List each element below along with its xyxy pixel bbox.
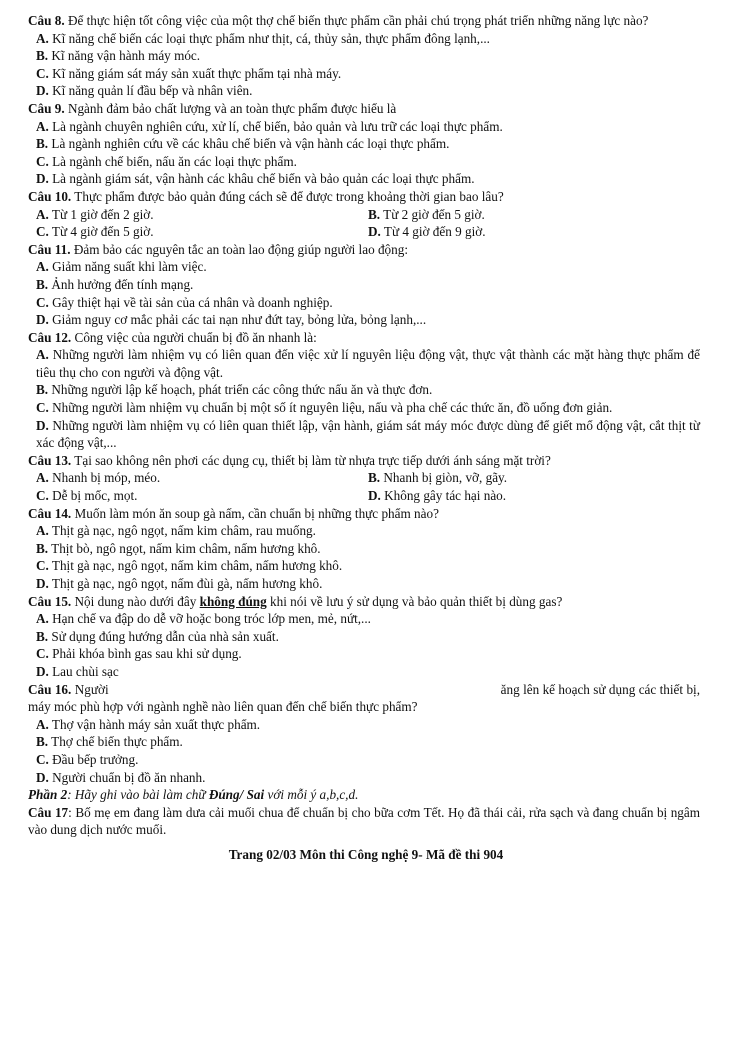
- option: B. Ảnh hưởng đến tính mạng.: [36, 276, 194, 292]
- option: C. Gây thiệt hại về tài sản của cá nhân và doanh nghiệp.: [36, 294, 333, 310]
- option: C. Phải khóa bình gas sau khi sử dụng.: [36, 646, 242, 662]
- option: D. Kĩ năng quản lí đầu bếp và nhân viên.: [36, 83, 253, 99]
- question-stem: Câu 14. Muốn làm món ăn soup gà nấm, cần chuẩn bị những thực phẩm nào?: [28, 505, 439, 521]
- question-stem: Câu 13. Tại sao không nên phơi các dụng cụ, thiết bị làm từ nhựa trực tiếp dưới ánh sáng mặt trời?: [28, 452, 551, 468]
- option: D. Không gây tác hại nào.: [368, 488, 507, 504]
- question-stem: Câu 11. Đảm bảo các nguyên tắc an toàn lao động giúp người lao động:: [28, 241, 409, 257]
- option: A. Thợ vận hành máy sản xuất thực phẩm.: [36, 716, 261, 732]
- option: D. Thịt gà nạc, ngô ngọt, nấm đùi gà, nấm hương khô.: [36, 576, 323, 591]
- question-block: [28, 100, 700, 188]
- question-number: Câu 8.: [28, 13, 65, 28]
- question-number: Câu 11.: [28, 241, 71, 257]
- option: B. Kĩ năng vận hành máy móc.: [36, 48, 201, 64]
- option: A. Từ 1 giờ đến 2 giờ.: [36, 206, 154, 222]
- option: C. Từ 4 giờ đến 5 giờ.: [36, 224, 154, 240]
- option: C. Những người làm nhiệm vụ chuẩn bị một số ít nguyên liệu, nấu và pha chế các thức ăn, đồ uống đơn giản.: [36, 400, 613, 416]
- option: C. Thịt gà nạc, ngô ngọt, nấm kim châm, nấm hương khô.: [36, 558, 343, 574]
- question-stem: Câu 9. Ngành đảm bảo chất lượng và an toàn thực phẩm được hiểu là: [28, 100, 397, 116]
- question-number: Câu 17: [28, 804, 69, 820]
- part-2-heading: Phần 2: Hãy ghi vào bài làm chữ Đúng/ Sai với mỗi ý a,b,c,d.: [28, 787, 359, 803]
- option: C. Đầu bếp trưởng.: [36, 751, 139, 767]
- question-block: [28, 12, 700, 100]
- option: A. Những người làm nhiệm vụ có liên quan đến việc xử lí nguyên liệu động vật, thực vật thành các mặt hàng thực phẩm để tiêu thụ cho con người và động vật.: [36, 347, 700, 380]
- question-number: Câu 12.: [28, 329, 72, 345]
- question-block: [28, 452, 700, 505]
- option-row: [36, 206, 700, 224]
- option: A. Hạn chế va đập do dễ vỡ hoặc bong tróc lớp men, mẻ, nứt,...: [36, 611, 371, 627]
- option: C. Dễ bị mốc, mọt.: [36, 488, 138, 504]
- option: D. Lau chùi sạc: [36, 663, 119, 679]
- emphasis-underline: không đúng: [199, 593, 267, 609]
- option: D. Những người làm nhiệm vụ có liên quan thiết lập, vận hành, giám sát máy móc được dùng để giết mổ động vật, cắt thịt từ xác động vật,...: [36, 417, 700, 451]
- question-17: Câu 17: Bố mẹ em đang làm dưa cải muối chua để chuẩn bị cho bữa cơm Tết. Họ đã thái cải, rửa sạch và đang chuẩn bị ngâm vào dung dịch nước muối.: [28, 804, 701, 838]
- page-footer: Trang 02/03 Môn thi Công nghệ 9- Mã đề thi 904: [188, 844, 544, 866]
- option: D. Từ 4 giờ đến 9 giờ.: [368, 224, 486, 240]
- question-stem: Câu 10. Thực phẩm được bảo quản đúng cách sẽ để được trong khoảng thời gian bao lâu?: [28, 188, 504, 204]
- option: B. Nhanh bị giòn, vỡ, gãy.: [368, 470, 508, 486]
- option: D. Người chuẩn bị đồ ăn nhanh.: [36, 769, 206, 785]
- question-block: [28, 241, 700, 329]
- option: A. Nhanh bị móp, méo.: [36, 470, 161, 486]
- question-15: Câu 15. Nội dung nào dưới đây không đúng khi nói về lưu ý sử dụng và bảo quản thiết bị dùng gas? A. Hạn chế va đập do dễ vỡ hoặc bong tróc lớp men, mẻ, nứt,... B. Sử dụng đúng hướng dẫn của nhà sản xuất. C. Phải khóa bình gas sau khi sử dụng. D. Lau chùi sạc: [28, 593, 700, 681]
- option: A. Kĩ năng chế biến các loại thực phẩm như thịt, cá, thủy sản, thực phẩm đông lạnh,...: [36, 30, 490, 46]
- question-number: Câu 14.: [28, 505, 72, 521]
- option: A. Giảm năng suất khi làm việc.: [36, 259, 207, 275]
- question-number: Câu 10.: [28, 188, 72, 204]
- question-stem: Câu 12. Công việc của người chuẩn bị đồ ăn nhanh là:: [28, 329, 317, 345]
- option: B. Thợ chế biến thực phẩm.: [36, 734, 183, 750]
- option: B. Từ 2 giờ đến 5 giờ.: [368, 206, 485, 222]
- option: A. Thịt gà nạc, ngô ngọt, nấm kim châm, rau muống.: [36, 523, 316, 539]
- option-row: [36, 223, 700, 241]
- option: A. Là ngành chuyên nghiên cứu, xử lí, chế biến, bảo quản và lưu trữ các loại thực phẩm.: [36, 118, 503, 134]
- question-number: Câu 15.: [28, 593, 72, 609]
- option: C. Kĩ năng giám sát máy sản xuất thực phẩm tại nhà máy.: [36, 65, 342, 81]
- question-number: Câu 16.: [28, 681, 72, 697]
- question-block: [28, 505, 700, 593]
- option-row: [36, 469, 700, 487]
- option: C. Là ngành chế biến, nấu ăn các loại thực phẩm.: [36, 153, 297, 169]
- option: B. Những người lập kế hoạch, phát triển các công thức nấu ăn và thực đơn.: [36, 382, 433, 398]
- question-number: Câu 13.: [28, 452, 72, 468]
- option: B. Sử dụng đúng hướng dẫn của nhà sản xuất.: [36, 628, 279, 644]
- option-row: [36, 487, 700, 505]
- option: B. Thịt bò, ngô ngọt, nấm kim châm, nấm hương khô.: [36, 540, 321, 556]
- question-16: Câu 16. Người ăng lên kế hoạch sử dụng các thiết bị, máy móc phù hợp với ngành nghề nào liên quan đến chế biến thực phẩm? A. Thợ vận hành máy sản xuất thực phẩm. B. Thợ chế biến thực phẩm. C. Đầu bếp trưởng. D. Người chuẩn bị đồ ăn nhanh.: [28, 681, 704, 785]
- question-block: [28, 329, 700, 452]
- option: D. Là ngành giám sát, vận hành các khâu chế biến và bảo quản các loại thực phẩm.: [36, 171, 475, 187]
- question-number: Câu 9.: [28, 100, 65, 116]
- option: D. Giảm nguy cơ mắc phải các tai nạn như đứt tay, bỏng lửa, bỏng lạnh,...: [36, 312, 427, 328]
- question-block: [28, 188, 700, 241]
- option: B. Là ngành nghiên cứu về các khâu chế biến và vận hành các loại thực phẩm.: [36, 136, 450, 152]
- question-stem: Câu 8. Để thực hiện tốt công việc của một thợ chế biến thực phẩm cần phải chú trọng phát triển những năng lực nào?: [28, 13, 649, 28]
- question-list: [28, 12, 704, 839]
